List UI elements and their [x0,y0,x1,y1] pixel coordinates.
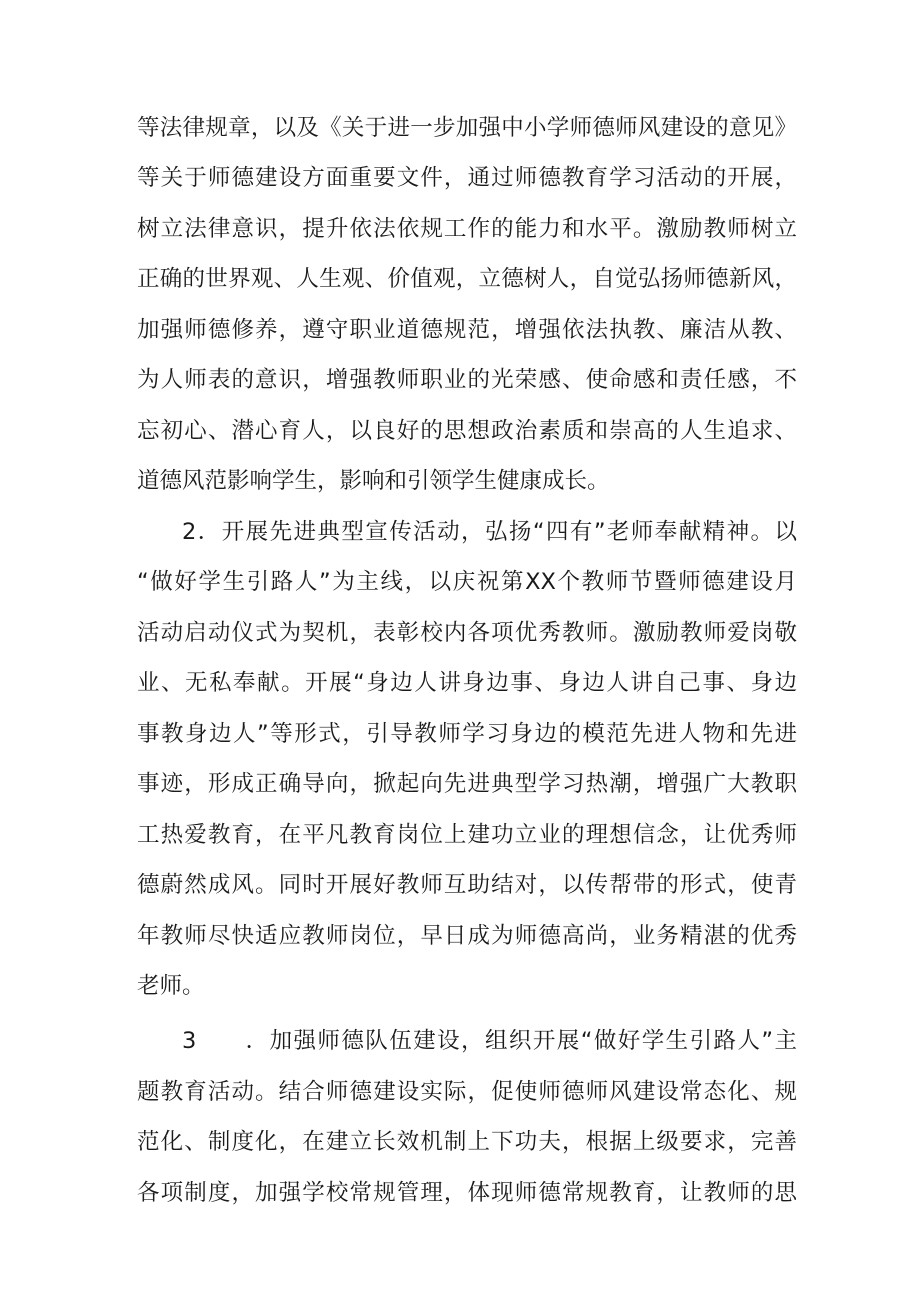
text-line: “做好学生引路人”为主线，以庆祝第XX个教师节暨师德建设月 [137,569,797,595]
text-line: 2．开展先进典型宣传活动，弘扬“四有”老师奉献精神。以 [182,519,797,545]
text-line: 正确的世界观、人生观、价值观，立德树人，自觉弘扬师德新风， [137,266,797,292]
text-line: 工热爱教育，在平凡教育岗位上建功立业的理想信念，让优秀师 [137,822,797,848]
text-line: 加强师德修养，遵守职业道德规范，增强依法执教、廉洁从教、 [137,317,797,343]
text-line: 老师。 [137,973,205,999]
text-line: 年教师尽快适应教师岗位，早日成为师德高尚，业务精湛的优秀 [137,923,797,949]
text-line: 树立法律意识，提升依法依规工作的能力和水平。激励教师树立 [137,216,797,242]
text-line: 活动启动仪式为契机，表彰校内各项优秀教师。激励教师爱岗敬 [137,620,797,646]
text-line: 为人师表的意识，增强教师职业的光荣感、使命感和责任感，不 [137,367,797,393]
text-line: 忘初心、潜心育人，以良好的思想政治素质和崇高的人生追求、 [137,418,797,444]
text-line: 各项制度，加强学校常规管理，体现师德常规教育，让教师的思 [137,1180,797,1206]
text-line: 题教育活动。结合师德建设实际，促使师德师风建设常态化、规 [137,1079,797,1105]
text-line: 等法律规章，以及《关于进一步加强中小学师德师风建设的意见》 [137,115,797,141]
text-line: 等关于师德建设方面重要文件，通过师德教育学习活动的开展， [137,165,797,191]
text-line: 德蔚然成风。同时开展好教师互助结对，以传帮带的形式，使青 [137,872,797,898]
text-line: 3 ．加强师德队伍建设，组织开展“做好学生引路人”主 [182,1028,797,1054]
text-line: 业、无私奉献。开展“身边人讲身边事、身边人讲自己事、身边 [137,670,797,696]
text-line: 范化、制度化，在建立长效机制上下功夫，根据上级要求，完善 [137,1129,797,1155]
text-line: 事迹，形成正确导向，掀起向先进典型学习热潮，增强广大教职 [137,771,797,797]
text-line: 道德风范影响学生，影响和引领学生健康成长。 [137,468,610,494]
text-line: 事教身边人”等形式，引导教师学习身边的模范先进人物和先进 [137,721,797,747]
